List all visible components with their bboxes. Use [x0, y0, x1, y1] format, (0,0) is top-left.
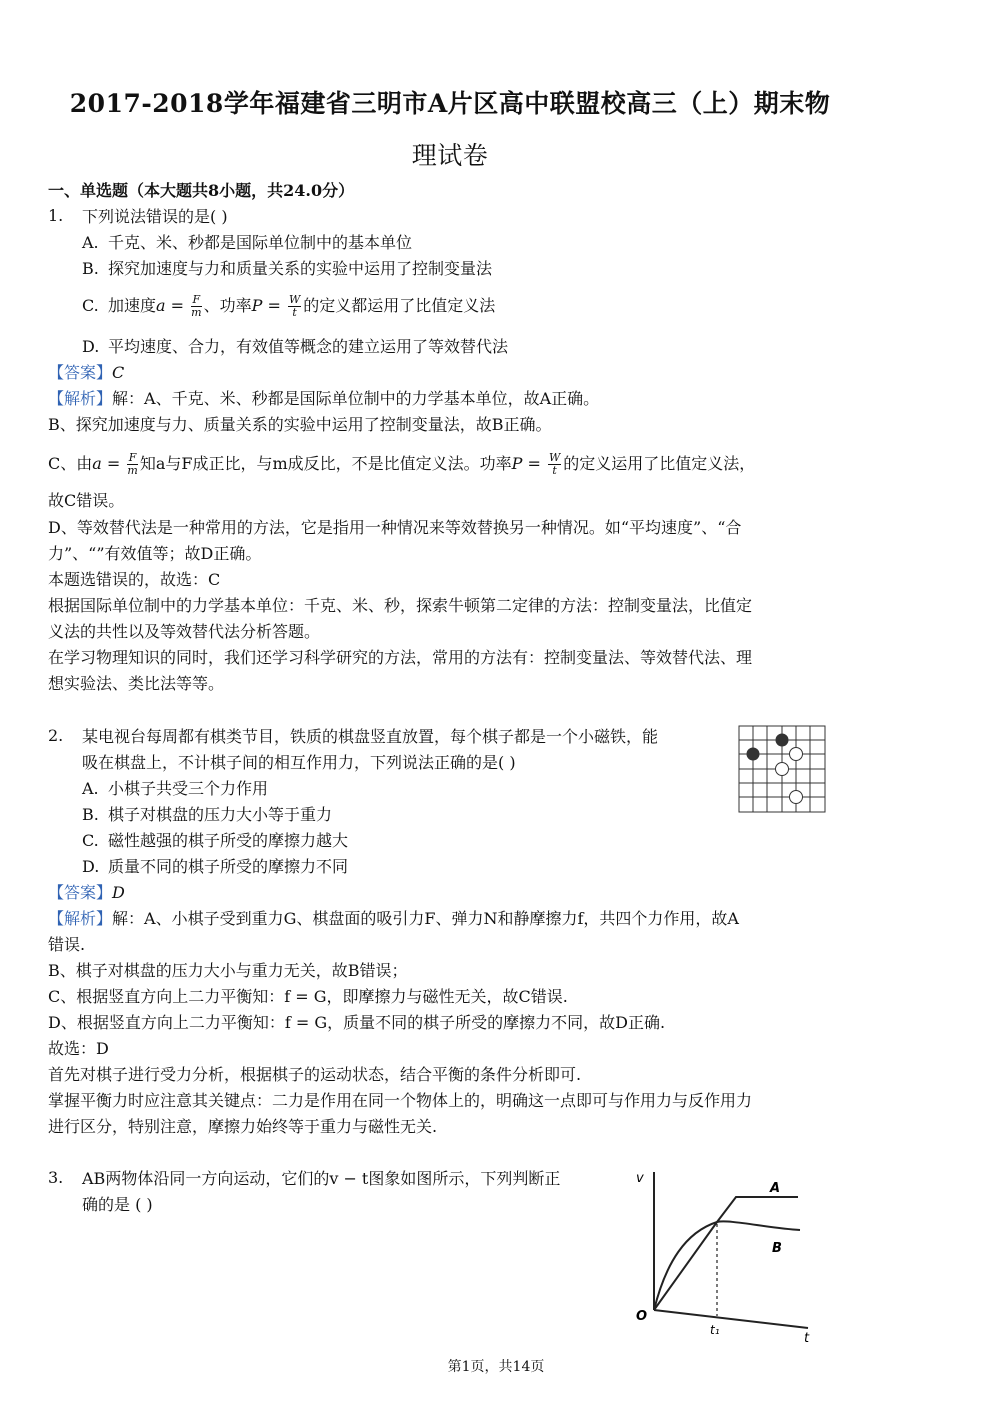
q3-stem-2: 确的是 ( )	[82, 1195, 153, 1214]
q1-option-b: B. 探究加速度与力和质量关系的实验中运用了控制变量法	[82, 259, 493, 278]
page-footer: 第1页，共14页	[447, 1359, 545, 1375]
q1-analysis-9: 义法的共性以及等效替代法分析答题。	[48, 622, 321, 641]
q1-analysis-1: 【解析】解：A、千克、米、秒都是国际单位制中的力学基本单位，故A正确。	[48, 389, 600, 408]
q2-analysis-6: 故选：D	[48, 1039, 109, 1058]
q2-number: 2.	[48, 726, 64, 745]
q1-analysis-10: 在学习物理知识的同时，我们还学习科学研究的方法，常用的方法有：控制变量法、等效替代法、理	[48, 648, 753, 667]
q2-option-c: C. 磁性越强的棋子所受的摩擦力越大	[82, 831, 349, 850]
q1-analysis-6: 力”、“”有效值等；故D正确。	[48, 544, 262, 563]
chessboard-figure	[738, 725, 826, 813]
q1-option-a: A. 千克、米、秒都是国际单位制中的基本单位	[82, 233, 413, 252]
q1-analysis-2: B、探究加速度与力、质量关系的实验中运用了控制变量法，故B正确。	[48, 415, 552, 434]
q1-stem: 下列说法错误的是( )	[82, 207, 228, 226]
q3-stem-1: AB两物体沿同一方向运动，它们的v − t图象如图所示，下列判断正	[82, 1169, 561, 1188]
q1-number: 1.	[48, 206, 64, 225]
q1-option-c: C. 加速度a = $\frac{F}{m}$ 、功率P = $\frac{W}{t}$ 的定义都运用了比值定义法	[82, 293, 496, 319]
vt-graph-figure	[628, 1162, 824, 1344]
line-b	[654, 1221, 800, 1310]
q1-analysis-3: C、由a = $\frac{F}{m}$ 知a与F成正比，与m成反比，不是比值定义法。功率P = $\frac{W}{t}$ 的定义运用了比值定义法，	[48, 451, 756, 477]
q1-analysis-7: 本题选错误的，故选：C	[48, 570, 221, 589]
line-b-label: B	[772, 1241, 782, 1256]
q1-option-d: D. 平均速度、合力，有效值等概念的建立运用了等效替代法	[82, 337, 509, 356]
white-stone	[790, 748, 803, 761]
origin-label: O	[636, 1309, 648, 1324]
q1-answer: 【答案】C	[48, 363, 125, 382]
page-title: 2017-2018学年福建省三明市A片区高中联盟校高三（上）期末物	[69, 89, 831, 118]
q2-analysis-1: 【解析】解：A、小棋子受到重力G、棋盘面的吸引力F、弹力N和静摩擦力f，共四个力作用，故A	[48, 909, 739, 928]
t-axis-label: t	[804, 1331, 810, 1344]
line-a-label: A	[770, 1181, 781, 1196]
v-axis-label: v	[636, 1171, 644, 1186]
q2-option-b: B. 棋子对棋盘的压力大小等于重力	[82, 805, 333, 824]
q2-analysis-8: 掌握平衡力时应注意其关键点：二力是作用在同一个物体上的，明确这一点即可与作用力与反作用力	[48, 1091, 753, 1110]
q2-option-a: A. 小棋子共受三个力作用	[82, 779, 269, 798]
q2-stem-2: 吸在棋盘上，不计棋子间的相互作用力，下列说法正确的是( )	[82, 753, 516, 772]
t-axis	[654, 1310, 808, 1328]
q2-analysis-4: C、根据竖直方向上二力平衡知：f = G，即摩擦力与磁性无关，故C错误.	[48, 987, 568, 1006]
q1-analysis-8: 根据国际单位制中的力学基本单位：千克、米、秒，探索牛顿第二定律的方法：控制变量法，比值定	[48, 596, 753, 615]
q1-analysis-11: 想实验法、类比法等等。	[48, 674, 225, 693]
q2-answer: 【答案】D	[48, 883, 125, 902]
q2-analysis-9: 进行区分，特别注意，摩擦力始终等于重力与磁性无关.	[48, 1117, 438, 1136]
q2-analysis-7: 首先对棋子进行受力分析，根据棋子的运动状态，结合平衡的条件分析即可.	[48, 1065, 582, 1084]
q2-analysis-3: B、棋子对棋盘的压力大小与重力无关，故B错误；	[48, 961, 408, 980]
q2-stem-1: 某电视台每周都有棋类节目，铁质的棋盘竖直放置，每个棋子都是一个小磁铁，能	[82, 727, 659, 746]
q2-analysis-2: 错误.	[48, 935, 86, 954]
white-stone	[776, 763, 789, 776]
q2-analysis-5: D、根据竖直方向上二力平衡知：f = G，质量不同的棋子所受的摩擦力不同，故D正确.	[48, 1013, 666, 1032]
t1-label: t₁	[710, 1323, 720, 1337]
q3-number: 3.	[48, 1168, 64, 1187]
black-stone	[747, 748, 760, 761]
white-stone	[790, 791, 803, 804]
q1-analysis-4: 故C错误。	[48, 491, 125, 510]
black-stone	[776, 734, 789, 747]
section-heading: 一、单选题（本大题共8小题，共24.0分）	[48, 181, 355, 200]
page-title-continued: 理试卷	[411, 141, 489, 170]
q1-analysis-5: D、等效替代法是一种常用的方法，它是指用一种情况来等效替换另一种情况。如“平均速度”、“合	[48, 518, 742, 537]
q2-option-d: D. 质量不同的棋子所受的摩擦力不同	[82, 857, 349, 876]
